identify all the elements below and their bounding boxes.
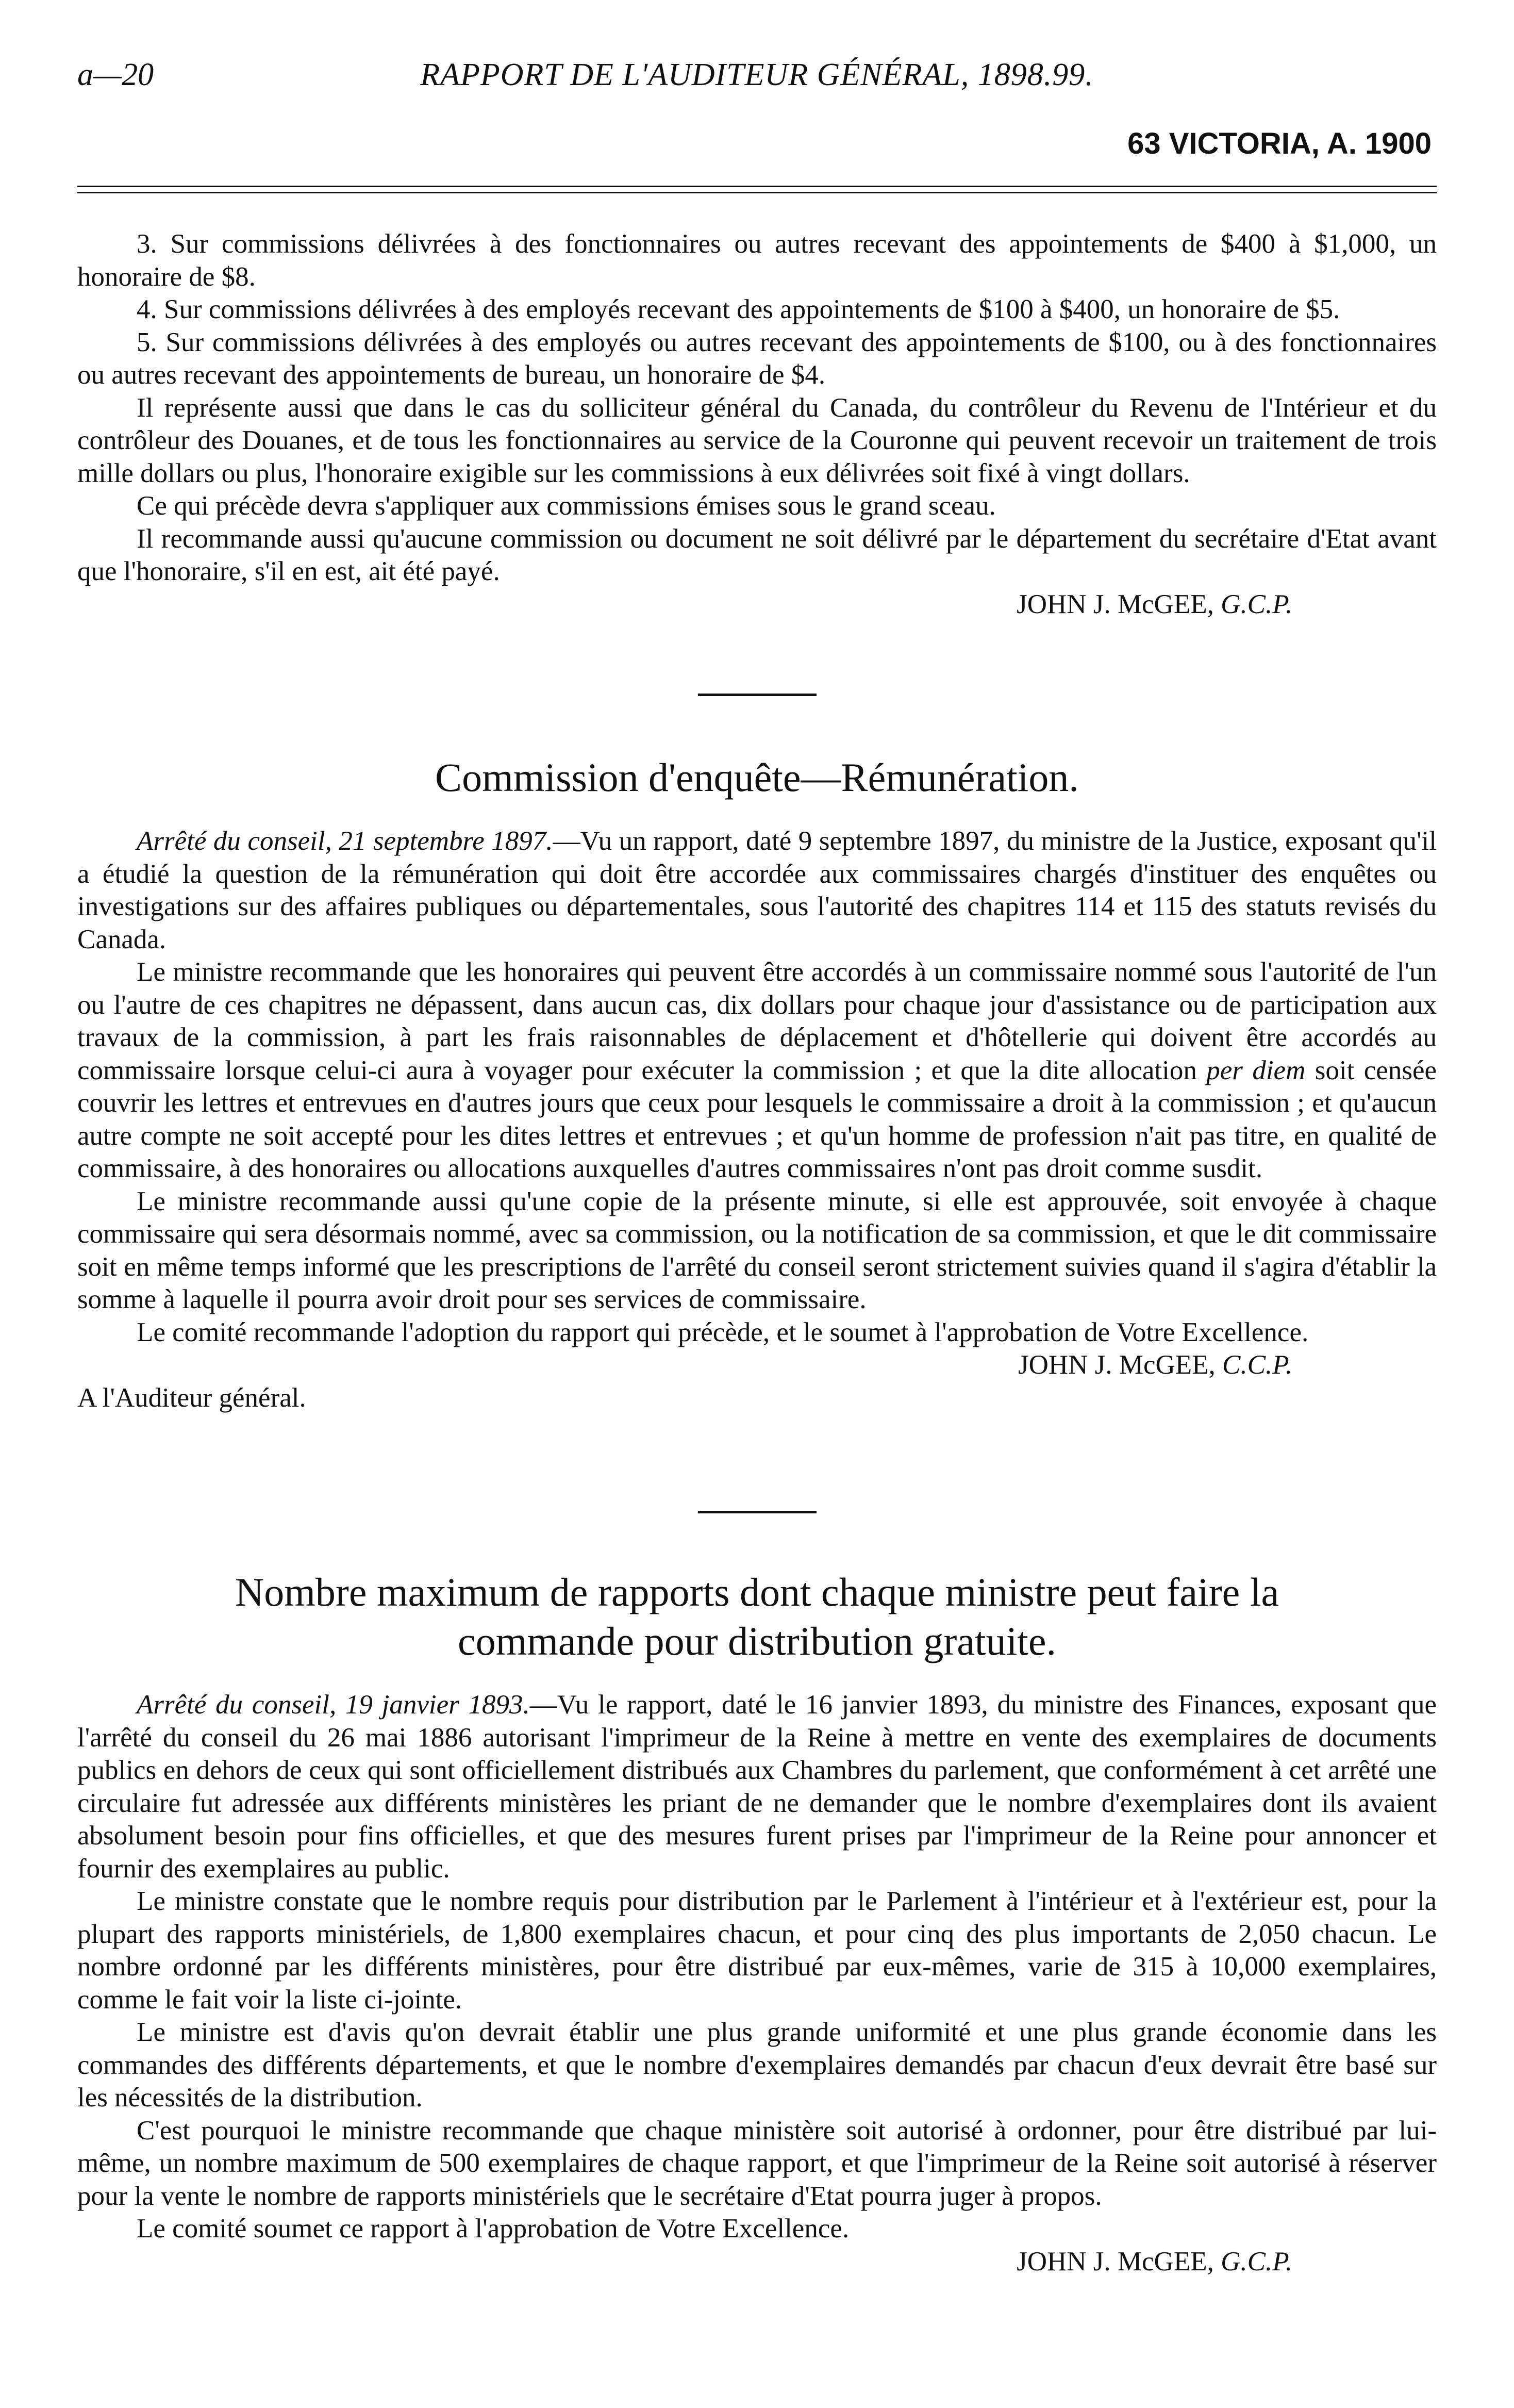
section-heading: Commission d'enquête—Rémunération. (435, 755, 1079, 800)
paragraph: 4. Sur commissions délivrées à des employés recevant des appointements de $100 à $400, un honoraire de $5. (137, 294, 1340, 324)
section-commission-inquiry (77, 825, 1437, 1414)
paragraph: 5. Sur commissions délivrées à des employés ou autres recevant des appointements de $100, ou à des fonctionnaires ou autres recevant des appointements de bureau, un honoraire de $4. (77, 327, 1437, 390)
signature-name: JOHN J. McGEE, (1018, 1350, 1222, 1380)
section-heading-line: Nombre maximum de rapports dont chaque ministre peut faire la (235, 1570, 1279, 1614)
paragraph-text: soit censée couvrir les lettres et entrevues en d'autres jours que ceux pour lesquels le commissaire a droit à la commission ; et qu'aucun autre compte ne soit accepté pour les dites lettres et entrevues ; et qu'un homme de profession n'ait pas titre, en qualité de commissaire, à des honoraires ou allocations auxquelles d'autres commissaires n'ont pas droit comme susdit. (77, 1055, 1437, 1183)
paragraph: Il recommande aussi qu'aucune commission ou document ne soit délivré par le département du secrétaire d'Etat avant que l'honoraire, s'il en est, ait été payé. (77, 523, 1437, 586)
signature (77, 2246, 1437, 2279)
paragraph-text: —Vu un rapport, daté 9 septembre 1897, du ministre de la Justice, exposant qu'il a étudié la question de la rémunération qui doit être accordée aux commissaires chargés d'instituer des enquêtes ou investigations sur des affaires publiques ou départementales, sous l'autorité des chapitres 114 et 115 des statuts revisés du Canada. (77, 826, 1437, 954)
section-report-distribution (77, 1689, 1437, 2278)
signature (77, 1349, 1437, 1382)
signature-name: JOHN J. McGEE, (1017, 2246, 1221, 2277)
running-title: RAPPORT DE L'AUDITEUR GÉNÉRAL, 1898.99. (420, 57, 1094, 92)
signature-title: G.C.P. (1221, 2246, 1292, 2277)
paragraph (77, 1689, 1437, 1885)
section-heading (77, 1568, 1437, 1665)
signature-title: G.C.P. (1221, 589, 1292, 619)
section-separator (698, 1511, 817, 1513)
paragraph (77, 956, 1437, 1185)
header-rule-bottom (77, 192, 1437, 193)
paragraph: Le comité soumet ce rapport à l'approbation de Votre Excellence. (137, 2214, 850, 2244)
header-rule-top (77, 186, 1437, 187)
paragraph: Le comité recommande l'adoption du rapport qui précède, et le soumet à l'approbation de Votre Excellence. (137, 1317, 1309, 1347)
paragraph: C'est pourquoi le ministre recommande que chaque ministère soit autorisé à ordonner, pour être distribué par lui-même, un nombre maximum de 500 exemplaires de chaque rapport, et que l'imprimeur de la Reine soit autorisé à réserver pour la vente le nombre de rapports ministériels que le secrétaire d'Etat pourra juger à propos. (77, 2115, 1437, 2211)
signature (77, 588, 1437, 621)
order-reference: Arrêté du conseil, 19 janvier 1893. (137, 1690, 530, 1720)
page-number: a—20 (77, 57, 154, 92)
order-reference: Arrêté du conseil, 21 septembre 1897. (137, 826, 553, 856)
paragraph: Il représente aussi que dans le cas du solliciteur général du Canada, du contrôleur du Revenu de l'Intérieur et du contrôleur des Douanes, et de tous les fonctionnaires au service de la Couronne qui peuvent recevoir un traitement de trois mille dollars ou plus, l'honoraire exigible sur les commissions à eux délivrées soit fixé à vingt dollars. (77, 392, 1437, 488)
paragraph-text: —Vu le rapport, daté le 16 janvier 1893, du ministre des Finances, exposant que l'arrêté du conseil du 26 mai 1886 autorisant l'imprimeur de la Reine à mettre en vente des exemplaires de documents publics en dehors de ceux qui sont officiellement distribués aux Chambres du parlement, que conformément à cet arrêté une circulaire fut adressée aux différents ministères les priant de ne demander que le nombre d'exemplaires dont ils avaient absolument besoin pour fins officielles, et que des mesures furent prises par l'imprimeur de la Reine pour annoncer et fournir des exemplaires au public. (77, 1690, 1437, 1884)
section-separator (698, 694, 817, 696)
paragraph: Le ministre constate que le nombre requis pour distribution par le Parlement à l'intérieur et à l'extérieur est, pour la plupart des rapports ministériels, de 1,800 exemplaires chacun, et pour cinq des plus importants de 2,050 chacun. Le nombre ordonné par les différents ministères, pour être distribué par eux-mêmes, varie de 315 à 10,000 exemplaires, comme le fait voir la liste ci-jointe. (77, 1886, 1437, 2015)
section-fees-continued (77, 228, 1437, 621)
latin-term: per diem (1206, 1055, 1306, 1085)
signature-title: C.C.P. (1222, 1350, 1292, 1380)
reign-year: 63 VICTORIA, A. 1900 (1127, 127, 1432, 160)
paragraph-text: Le ministre recommande que les honoraires qui peuvent être accordés à un commissaire nommé sous l'autorité de l'un ou l'autre de ces chapitres ne dépassent, dans aucun cas, dix dollars pour chaque jour d'assistance ou de participation aux travaux de la commission, à part les frais raisonnables de déplacement et d'hôtellerie qui doivent être accordés au commissaire lorsque celui-ci aura à voyager pour exécuter la commission ; et que la dite allocation (77, 957, 1437, 1085)
paragraph: 3. Sur commissions délivrées à des fonctionnaires ou autres recevant des appointements de $400 à $1,000, un honoraire de $8. (77, 229, 1437, 292)
signature-name: JOHN J. McGEE, (1017, 589, 1221, 619)
paragraph (77, 825, 1437, 956)
addressee: A l'Auditeur général. (77, 1382, 306, 1413)
paragraph: Le ministre est d'avis qu'on devrait établir une plus grande uniformité et une plus grande économie dans les commandes des différents départements, et que le nombre d'exemplaires demandés par chacun d'eux devrait être basé sur les nécessités de la distribution. (77, 2017, 1437, 2113)
paragraph: Ce qui précède devra s'appliquer aux commissions émises sous le grand sceau. (137, 491, 996, 521)
paragraph: Le ministre recommande aussi qu'une copie de la présente minute, si elle est approuvée, soit envoyée à chaque commissaire qui sera désormais nommé, avec sa commission, ou la notification de sa commission, et que le dit commissaire soit en même temps informé que les prescriptions de l'arrêté du conseil seront strictement suivies quand il s'agira d'établir la somme à laquelle il pourra avoir droit pour ses services de commissaire. (77, 1186, 1437, 1314)
section-heading-line: commande pour distribution gratuite. (457, 1619, 1057, 1663)
